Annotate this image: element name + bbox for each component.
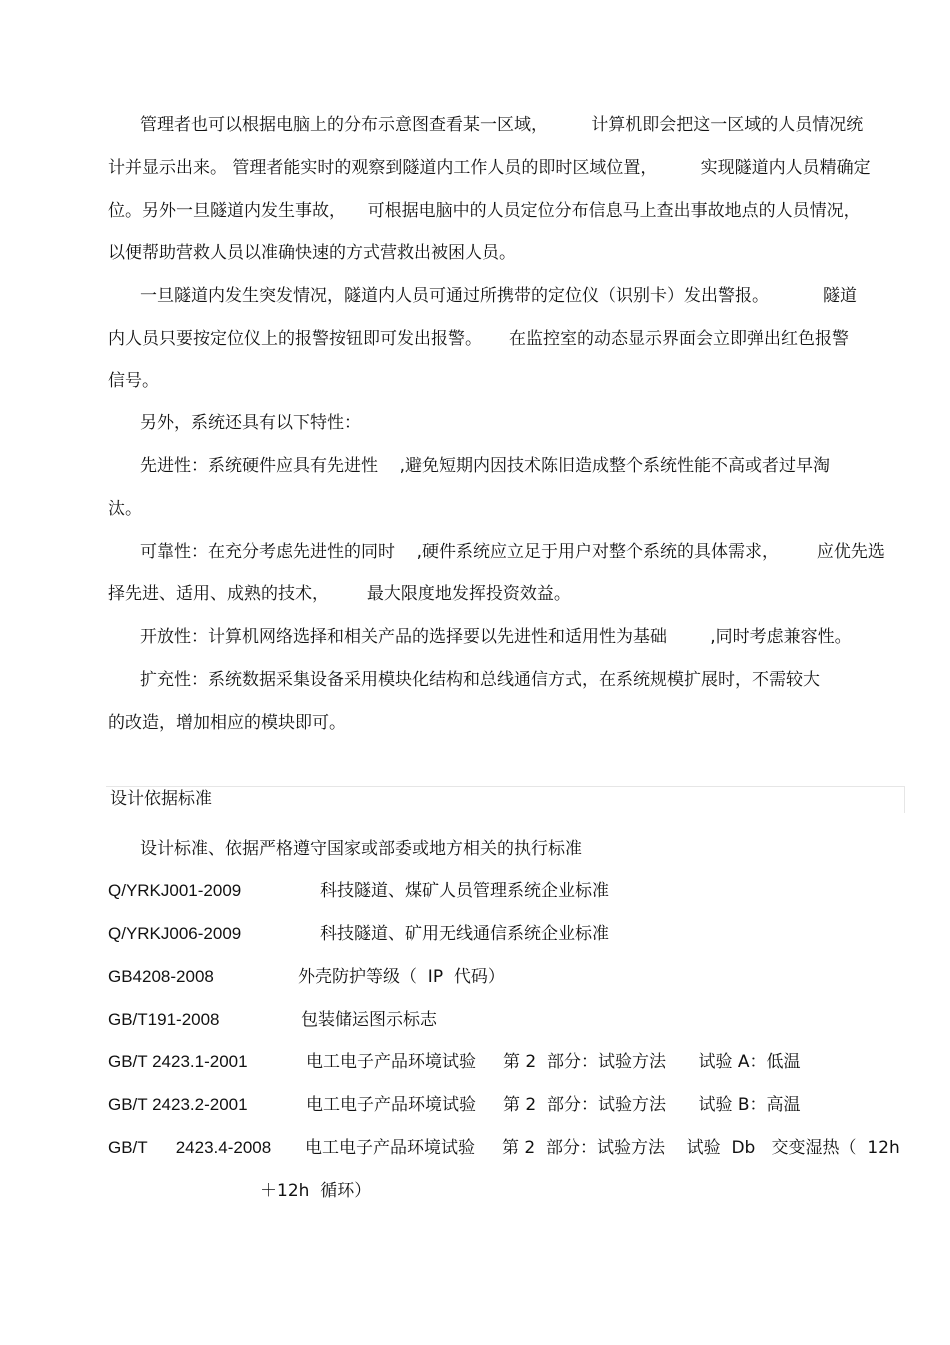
paragraph-line: 另外，系统还具有以下特性：: [140, 413, 361, 433]
standard-description: 外壳防护等级（ IP 代码）: [298, 967, 505, 987]
standard-code: GB4208-2008: [108, 967, 214, 986]
standard-code: GB/T191-2008: [108, 1010, 220, 1029]
standard-description: 科技隧道、矿用无线通信系统企业标准: [320, 924, 609, 944]
paragraph-line: 一旦隧道内发生突发情况，隧道内人员可通过所携带的定位仪（识别卡）发出警报。 隧道: [140, 286, 858, 306]
standard-code: GB/T 2423.1-2001: [108, 1052, 248, 1071]
standard-description: 电工电子产品环境试验 第 2 部分：试验方法 试验 B：高温: [306, 1095, 801, 1115]
paragraph-line: 汰。: [108, 499, 142, 519]
section-heading-box: [106, 786, 905, 813]
paragraph-line: 扩充性：系统数据采集设备采用模块化结构和总线通信方式，在系统规模扩展时，不需较大: [140, 670, 820, 690]
standard-description: 科技隧道、煤矿人员管理系统企业标准: [320, 881, 609, 901]
paragraph-line: 可靠性：在充分考虑先进性的同时 ,硬件系统应立足于用户对整个系统的具体需求， 应优先选: [140, 542, 885, 562]
paragraph-line: 管理者也可以根据电脑上的分布示意图查看某一区域， 计算机即会把这一区域的人员情况统: [140, 115, 864, 135]
paragraph-line: 位。另外一旦隧道内发生事故， 可根据电脑中的人员定位分布信息马上查出事故地点的人员情况，: [108, 201, 861, 221]
standard-description: 电工电子产品环境试验 第 2 部分：试验方法 试验 A：低温: [306, 1052, 801, 1072]
paragraph-line: 开放性：计算机网络选择和相关产品的选择要以先进性和适用性为基础 ,同时考虑兼容性。: [140, 627, 852, 647]
paragraph-line: 内人员只要按定位仪上的报警按钮即可发出报警。 在监控室的动态显示界面会立即弹出红色报警: [108, 329, 850, 349]
standard-code: GB/T 2423.4-2008: [108, 1138, 272, 1157]
paragraph-line: 信号。: [108, 371, 159, 391]
standard-code: Q/YRKJ001-2009: [108, 881, 242, 900]
standard-code: Q/YRKJ006-2009: [108, 924, 242, 943]
paragraph-line: 以便帮助营救人员以准确快速的方式营救出被困人员。: [108, 243, 516, 263]
standard-code: GB/T 2423.2-2001: [108, 1095, 248, 1114]
paragraph-line: 的改造，增加相应的模块即可。: [108, 713, 346, 733]
standard-description: ＋12h 循环）: [260, 1181, 372, 1201]
paragraph-line: 先进性：系统硬件应具有先进性 ,避免短期内因技术陈旧造成整个系统性能不高或者过早淘: [140, 456, 831, 476]
paragraph-line: 计并显示出来。 管理者能实时的观察到隧道内工作人员的即时区域位置， 实现隧道内人员精确定: [108, 158, 871, 178]
section-title: 设计依据标准: [110, 789, 212, 809]
section-intro: 设计标准、依据严格遵守国家或部委或地方相关的执行标准: [140, 839, 582, 859]
standard-description: 包装储运图示标志: [301, 1010, 437, 1030]
paragraph-line: 择先进、适用、成熟的技术， 最大限度地发挥投资效益。: [108, 584, 571, 604]
standard-row: [108, 1180, 372, 1268]
standard-description: 电工电子产品环境试验 第 2 部分：试验方法 试验 Db 交变湿热（ 12h: [305, 1138, 900, 1158]
